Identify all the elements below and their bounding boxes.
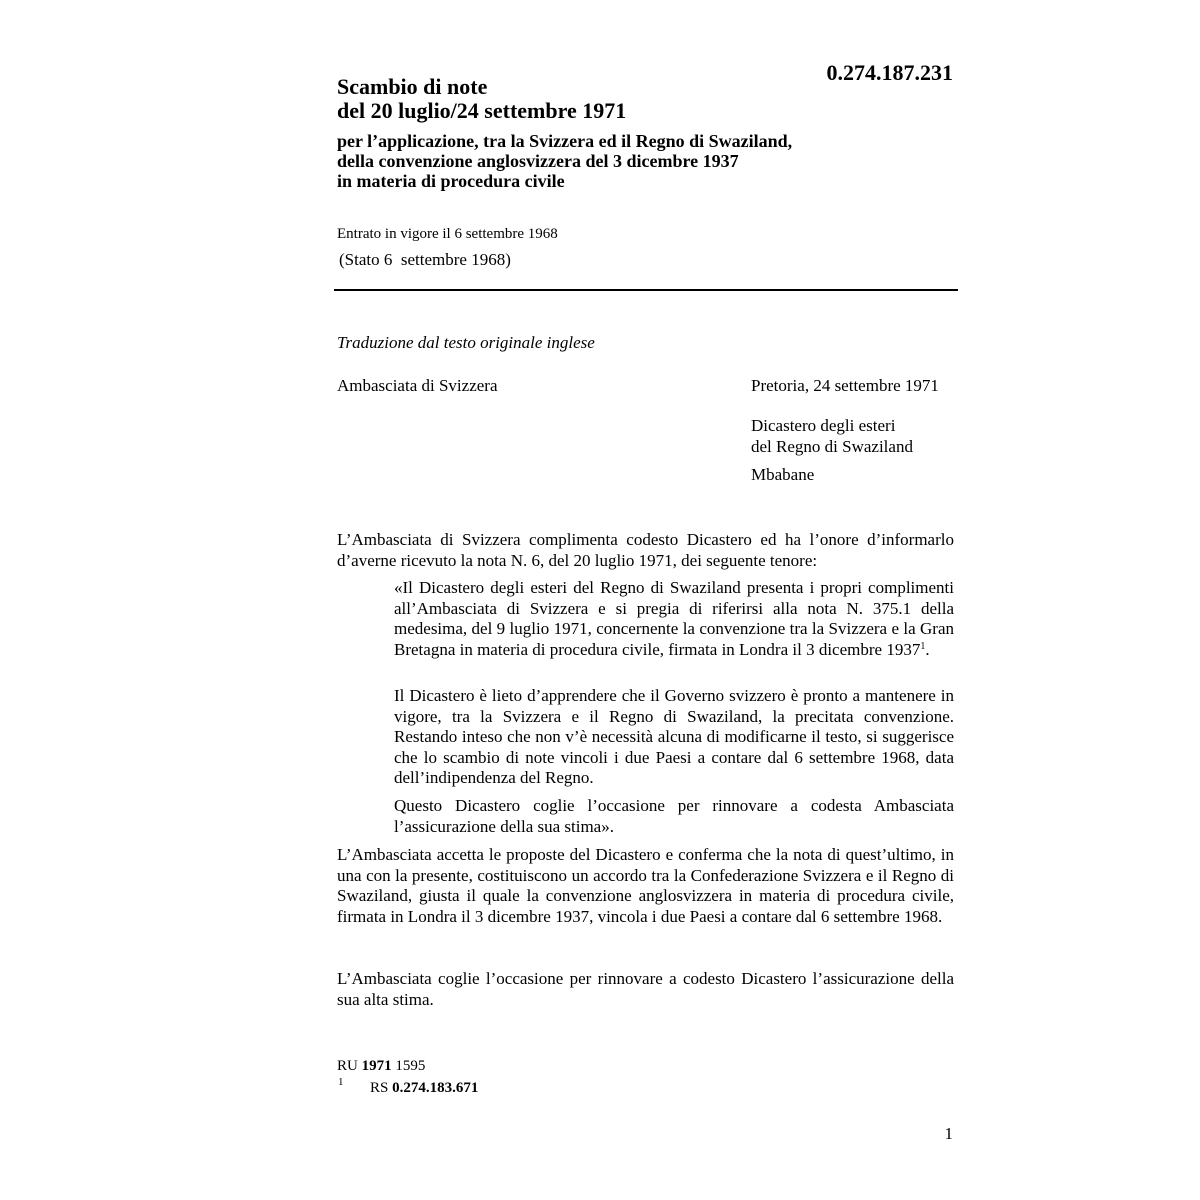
footnote-prefix: RS	[370, 1080, 389, 1096]
quote-1-end: .	[925, 639, 930, 659]
sender: Ambasciata di Svizzera	[337, 376, 498, 395]
ru-year: 1971	[361, 1058, 392, 1074]
footnote-text	[370, 1080, 478, 1097]
entry-into-force: Entrato in vigore il 6 settembre 1968	[337, 226, 558, 242]
translation-note: Traduzione dal testo originale inglese	[337, 333, 595, 352]
status-date: (Stato 6 settembre 1968)	[339, 250, 511, 269]
quoted-paragraph-2: Il Dicastero è lieto d’apprendere che il Governo svizzero è pronto a mantenere in vigore, tra la Svizzera e il Regno di Swaziland, la precitata convenzione. Restando inteso che non v’è necessità alcuna di modificarne il testo, si suggerisce che lo scambio di note vincoli i due Paesi a contare dal 6 settembre 1968, data dell’indipendenza del Regno.	[394, 686, 954, 787]
recipient-line-2: del Regno di Swaziland	[751, 437, 913, 456]
ru-prefix: RU	[337, 1058, 358, 1074]
ru-page: 1595	[395, 1058, 426, 1074]
recipient-line-3: Mbabane	[751, 465, 815, 484]
sr-number: 0.274.187.231	[826, 60, 953, 85]
subtitle-line-2: della convenzione anglosvizzera del 3 dicembre 1937	[337, 151, 739, 171]
paragraph-intro: L’Ambasciata di Svizzera complimenta codesto Dicastero ed ha l’onore d’informarlo d’averne ricevuto la nota N. 6, del 20 luglio 1971, dei seguente tenore:	[337, 530, 954, 570]
title-line-2: del 20 luglio/24 settembre 1971	[337, 98, 627, 123]
footnote-mark: 1	[338, 1076, 344, 1088]
footnote-reference: 1	[920, 640, 926, 652]
recipient-line-1: Dicastero degli esteri	[751, 416, 896, 435]
header-divider	[334, 289, 958, 291]
ru-reference	[337, 1058, 425, 1075]
quote-1-text: «Il Dicastero degli esteri del Regno di Swaziland presenta i propri complimenti all’Ambasciata di Svizzera e si pregia di riferirsi alla nota N. 375.1 della medesima, del 9 luglio 1971, concernente la convenzione tra la Svizzera e la Gran Bretagna in materia di procedura civile, firmata in Londra il 3 dicembre 1937	[394, 578, 954, 659]
paragraph-acceptance: L’Ambasciata accetta le proposte del Dicastero e conferma che la nota di quest’ultimo, in una con la presente, costituiscono un accordo tra la Confederazione Svizzera e il Regno di Swaziland, giusta il quale la convenzione anglosvizzera in materia di procedura civile, firmata in Londra il 3 dicembre 1937, vincola i due Paesi a contare dal 6 settembre 1968.	[337, 845, 954, 926]
paragraph-closing: L’Ambasciata coglie l’occasione per rinnovare a codesto Dicastero l’assicurazione della sua alta stima.	[337, 969, 954, 1009]
subtitle-line-1: per l’applicazione, tra la Svizzera ed il Regno di Swaziland,	[337, 131, 793, 151]
subtitle-line-3: in materia di procedura civile	[337, 171, 565, 191]
quoted-paragraph-1	[394, 578, 954, 660]
title-line-1: Scambio di note	[337, 74, 488, 99]
quoted-paragraph-3: Questo Dicastero coglie l’occasione per rinnovare a codesta Ambasciata l’assicurazione della sua stima».	[394, 796, 954, 836]
footnote-ref: 0.274.183.671	[392, 1080, 479, 1096]
page-number: 1	[944, 1124, 953, 1143]
place-date: Pretoria, 24 settembre 1971	[751, 376, 939, 395]
